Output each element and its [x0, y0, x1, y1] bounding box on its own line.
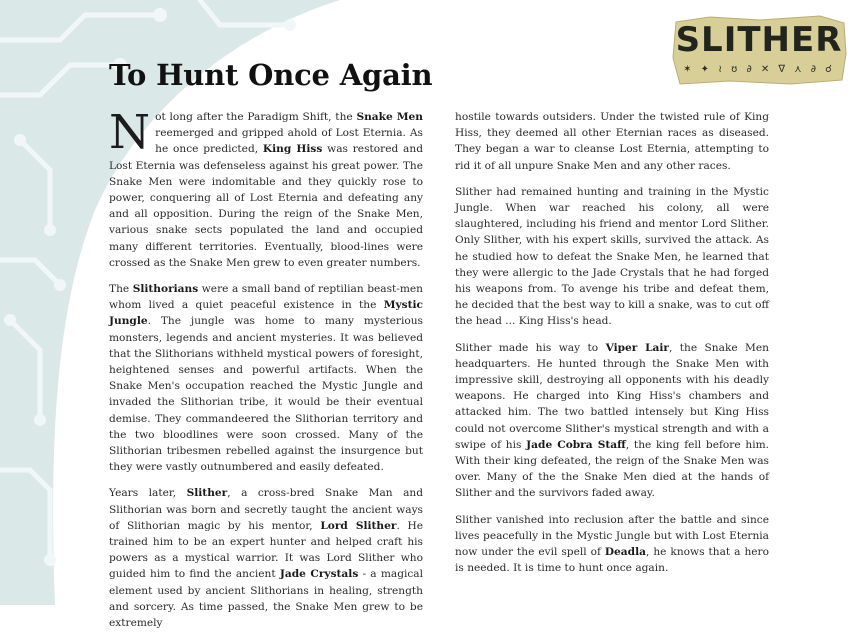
text-segment: The	[109, 283, 133, 296]
slither-logo	[670, 14, 848, 86]
bold-term: Jade Crystals	[279, 568, 359, 581]
text-segment: Slither had remained hunting and training in the Mystic Jungle. When war reached his colony, all were slaughtered, including his friend and mentor Lord Slither. Only Slither, with his expert skills, survived the attack. As he studied how to defeat the Snake Men, he learned that they were allergic to the Jade Crystals that he had forged his weapons from. To avenge his tribe and defeat them, he decided that the best way to kill a snake, was to cut off the head ... King Hiss's head.	[455, 185, 769, 328]
text-segment: , the king fell before him. With their king defeated, the reign of the Snake Men was over. Many of the the Snake Men died at the hands of Slither and the survivors faded away.	[455, 438, 769, 500]
bold-term: Jade Cobra Staff	[526, 438, 626, 451]
text-segment: Years later,	[109, 487, 187, 500]
logo-glyphs: ✶ ✦ ≀ ʊ ∂ ✕ ∇ ⋏ ∂ ☌	[683, 64, 835, 75]
bold-term: Snake Men	[356, 111, 423, 123]
body-paragraph	[455, 512, 769, 577]
logo-word: SLITHER	[675, 20, 843, 60]
bold-term: Lord Slither	[320, 519, 397, 532]
bold-term: Viper Lair	[605, 341, 670, 354]
body-paragraph	[109, 485, 423, 631]
text-segment: hostile towards outsiders. Under the twisted rule of King Hiss, they deemed all other Eternian races as diseased. They began a war to cleanse Lost Eternia, attempting to rid it of all unpure Snake Men and any other races.	[455, 111, 769, 172]
bold-term: Mystic Jungle	[109, 299, 423, 328]
body-paragraph	[455, 340, 769, 502]
drop-cap: N	[109, 105, 151, 160]
text-column-right	[455, 109, 769, 586]
text-segment: ot long after the Paradigm Shift, the	[155, 111, 357, 123]
text-segment: reemerged and gripped ahold of Lost Eternia. As he once predicted,	[155, 127, 423, 156]
text-segment: - a magical element used by ancient Slithorians in healing, strength and sorcery. As time passed, the Snake Men grew to be extremely	[109, 568, 424, 630]
text-column-left	[109, 105, 424, 641]
text-segment: , a cross-bred Snake Man and Slithorian was born and secretly taught the ancient ways of Slithorian magic by his mentor,	[109, 487, 423, 532]
text-segment: . The jungle was home to many mysterious monsters, legends and ancient mysteries. It was believed that the Slithorians withheld mystical powers of foresight, heightened senses and powerful artifacts. When the Snake Men's occupation reached the Mystic Jungle and invaded the Slithorian tribe, it would be their eventual demise. They commandeered the Slithorian territory and the two bloodlines were soon crossed. Many of the Slithorian tribesmen rebelled against the insurgence but they were vastly outnumbered and easily defeated.	[109, 315, 423, 474]
bold-term: Deadla	[604, 546, 646, 559]
bold-term: Slithorians	[132, 283, 199, 296]
bold-term: King Hiss	[262, 143, 323, 156]
body-paragraph	[455, 109, 769, 174]
body-paragraph	[455, 184, 769, 330]
page-title: To Hunt Once Again	[109, 58, 433, 92]
text-segment: , the Snake Men headquarters. He hunted through the Snake Men with impressive skill, destroying all opponents with his deadly weapons. He charged into King Hiss's chambers and attacked him. The two battled intensely but King Hiss could not overcome Slither's mystical strength and with a swipe of his	[455, 341, 769, 451]
text-segment: Slither vanished into reclusion after the battle and since lives peacefully in the Mystic Jungle but with Lost Eternia now under the evil spell of	[455, 513, 769, 559]
body-paragraph	[109, 105, 423, 271]
body-paragraph	[109, 281, 423, 475]
text-segment: . He trained him to be an expert hunter and helped craft his powers as a mystical warrior. It was Lord Slither who guided him to find the ancient	[109, 519, 423, 581]
text-segment: Slither made his way to	[455, 341, 606, 354]
bold-term: Slither	[186, 487, 228, 500]
text-segment: were a small band of reptilian beast-men whom lived a quiet peaceful existence in the	[109, 283, 423, 312]
text-segment: was restored and Lost Eternia was defenseless against his great power. The Snake Men were indomitable and they quickly rose to power, conquering all of Lost Eternia and defeating any and all opposition. During the reign of the Snake Men, various snake sects populated the land and occupied many different territories. Eventually, blood-lines were crossed as the Snake Men grew to even greater numbers.	[109, 143, 423, 269]
text-segment: , he knows that a hero is needed. It is time to hunt once again.	[455, 546, 769, 575]
